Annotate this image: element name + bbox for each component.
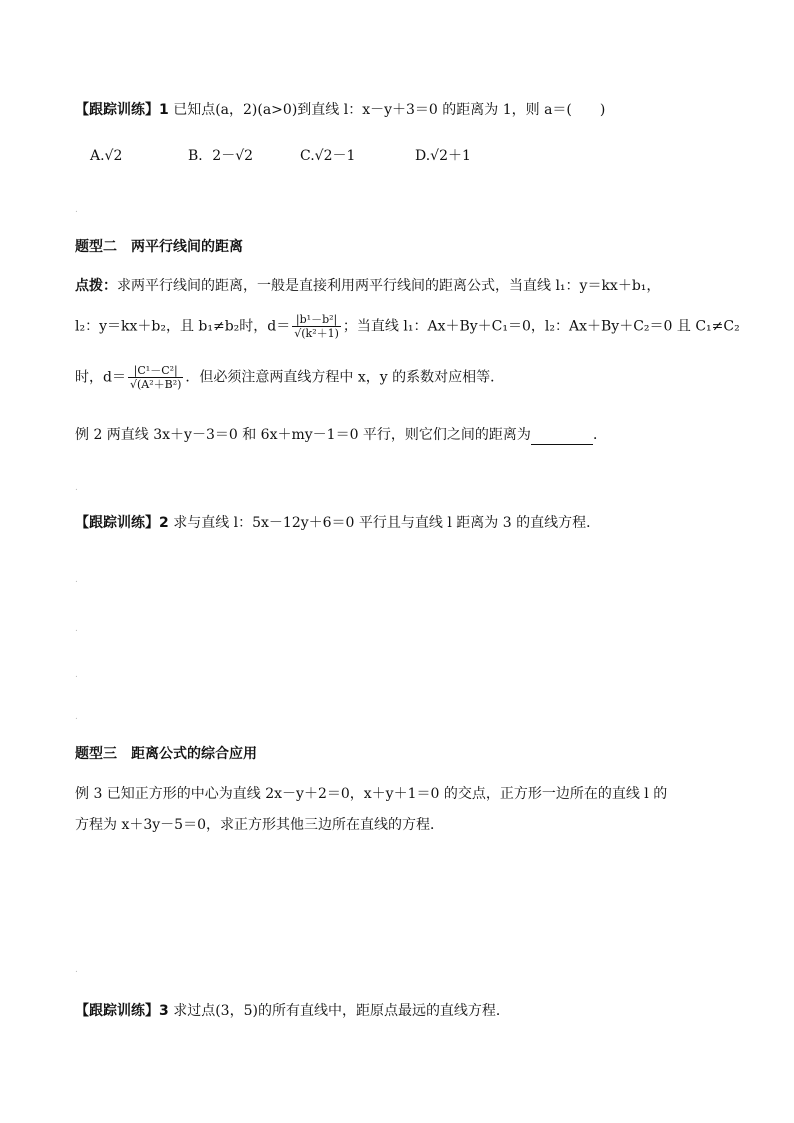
tip-line-3-post: ．但必须注意两直线方程中 x，y 的系数对应相等． — [185, 369, 505, 386]
option-a: A.√2 — [90, 148, 123, 164]
tip-line-2-post: ；当直线 l₁：Ax＋By＋C₁＝0，l₂：Ax＋By＋C₂＝0 且 C₁≠C₂ — [342, 318, 740, 335]
tip-line-1-text: 求两平行线间的距离，一般是直接利用两平行线间的距离公式，当直线 l₁：y＝kx＋b₁， — [117, 278, 661, 294]
practice-1-label: 【跟踪训练】1 — [75, 102, 169, 118]
practice-2-label: 【跟踪训练】2 — [75, 515, 169, 531]
fraction-1-num: |b¹－b²| — [292, 313, 341, 327]
practice-3-label: 【跟踪训练】3 — [75, 1003, 169, 1019]
practice-1 — [75, 100, 605, 120]
paragraph-mark: . — [75, 205, 78, 215]
example-2 — [75, 425, 607, 445]
option-c: C.√2－1 — [300, 148, 356, 164]
option-b: B．2－√2 — [188, 148, 254, 164]
example-2-end: ． — [592, 427, 607, 443]
tip-line-3 — [75, 364, 504, 391]
practice-3 — [75, 1001, 510, 1021]
fraction-2-num: |C¹－C²| — [128, 364, 183, 378]
paragraph-mark: . — [75, 624, 78, 634]
tip-line-2 — [75, 313, 740, 340]
fraction-2 — [128, 364, 183, 391]
tip-line-2-pre: l₂：y＝kx＋b₂，且 b₁≠b₂时，d＝ — [75, 318, 291, 335]
paragraph-mark: . — [75, 965, 78, 975]
paragraph-mark: . — [75, 575, 78, 585]
section-2-title: 题型二 两平行线间的距离 — [75, 239, 243, 255]
practice-3-text: 求过点(3，5)的所有直线中，距原点最远的直线方程． — [168, 1003, 510, 1019]
answer-blank — [531, 430, 593, 445]
paragraph-mark: . — [75, 483, 78, 493]
practice-2 — [75, 513, 600, 533]
fraction-1-den: √(k²＋1) — [294, 327, 339, 340]
option-d: D.√2＋1 — [415, 148, 471, 164]
tip-label: 点拨： — [75, 278, 117, 294]
practice-2-text: 求与直线 l：5x－12y＋6＝0 平行且与直线 l 距离为 3 的直线方程． — [168, 515, 601, 531]
section-3-title: 题型三 距离公式的综合应用 — [75, 746, 257, 762]
tip-line-3-pre: 时，d＝ — [75, 369, 126, 386]
fraction-2-den: √(A²＋B²) — [129, 378, 182, 391]
paragraph-mark: . — [75, 712, 78, 722]
paragraph-mark: . — [75, 670, 78, 680]
fraction-1 — [292, 313, 341, 340]
practice-1-text: 已知点(a，2)(a>0)到直线 l：x－y＋3＝0 的距离为 1，则 a＝( ) — [168, 102, 606, 118]
example-2-text: 例 2 两直线 3x＋y－3＝0 和 6x＋my－1＝0 平行，则它们之间的距离为 — [75, 427, 531, 443]
example-3-line-1: 例 3 已知正方形的中心为直线 2x－y＋2＝0，x＋y＋1＝0 的交点，正方形一边所在的直线 l 的 — [75, 786, 668, 802]
example-3-line-2: 方程为 x＋3y－5＝0，求正方形其他三边所在直线的方程． — [75, 817, 444, 833]
tip-line-1 — [75, 276, 660, 296]
